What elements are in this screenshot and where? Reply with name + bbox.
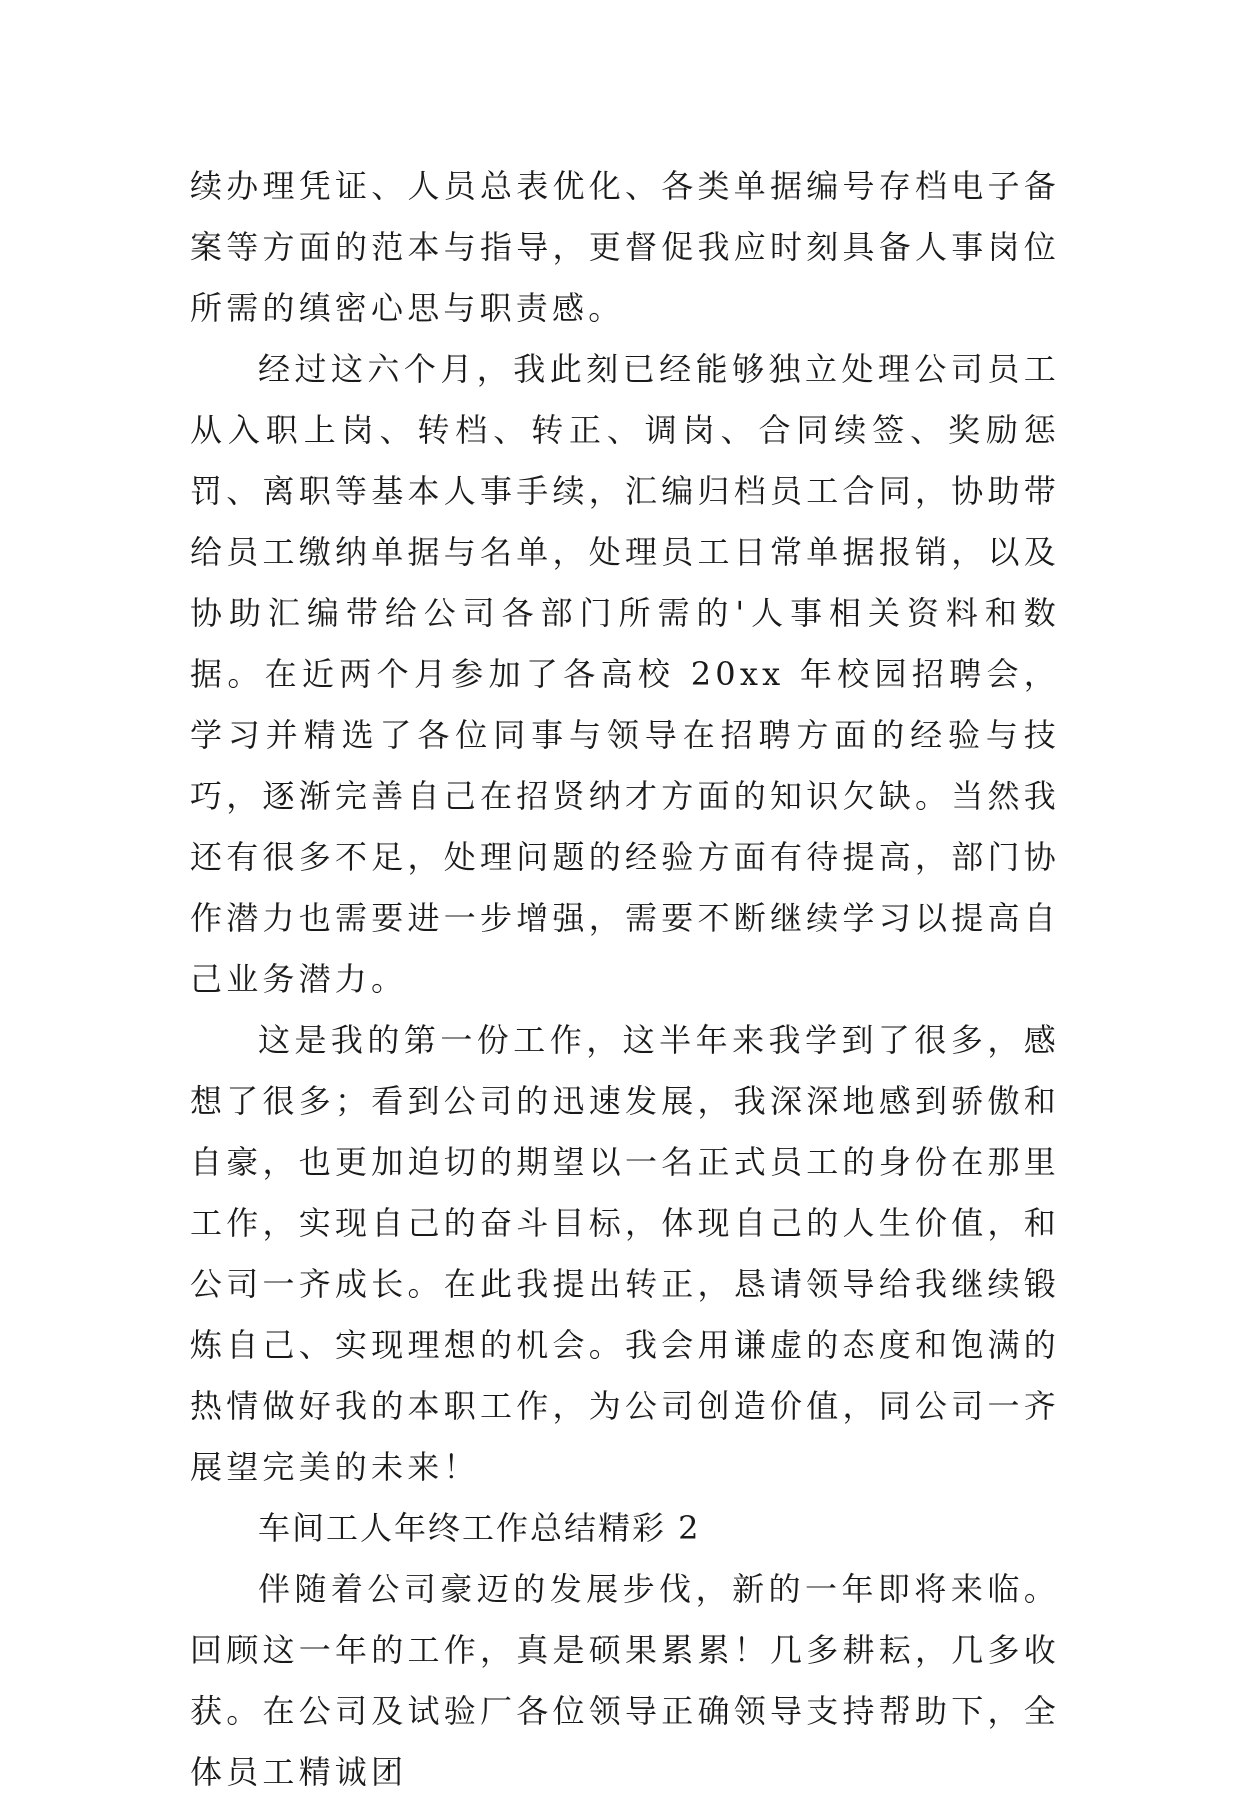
paragraph-first-job: 这是我的第一份工作，这半年来我学到了很多，感想了很多；看到公司的迅速发展，我深深地感到骄傲和自豪，也更加迫切的期望以一名正式员工的身份在那里工作，实现自己的奋斗目标，体现自己的人生价值，和公司一齐成长。在此我提出转正，恳请领导给我继续锻炼自己、实现理想的机会。我会用谦虚的态度和饱满的热情做好我的本职工作，为公司创造价值，同公司一齐展望完美的未来！: [190, 1021, 1060, 1486]
document-body: [190, 156, 1060, 1803]
paragraph-new-year: 伴随着公司豪迈的发展步伐，新的一年即将来临。回顾这一年的工作，真是硕果累累！几多耕耘，几多收获。在公司及试验厂各位领导正确领导支持帮助下，全体员工精诚团: [190, 1570, 1060, 1791]
paragraph-continuation: 续办理凭证、人员总表优化、各类单据编号存档电子备案等方面的范本与指导，更督促我应时刻具备人事岗位所需的缜密心思与职责感。: [190, 167, 1060, 327]
section-heading: 车间工人年终工作总结精彩 2: [258, 1509, 701, 1547]
paragraph-six-months: 经过这六个月，我此刻已经能够独立处理公司员工从入职上岗、转档、转正、调岗、合同续签、奖励惩罚、离职等基本人事手续，汇编归档员工合同，协助带给员工缴纳单据与名单，处理员工日常单据报销，以及协助汇编带给公司各部门所需的'人事相关资料和数据。在近两个月参加了各高校 20xx 年校园招聘会，学习并精选了各位同事与领导在招聘方面的经验与技巧，逐渐完善自己在招贤纳才方面的知识欠缺。当然我还有很多不足，处理问题的经验方面有待提高，部门协作潜力也需要进一步增强，需要不断继续学习以提高自己业务潜力。: [190, 350, 1060, 998]
